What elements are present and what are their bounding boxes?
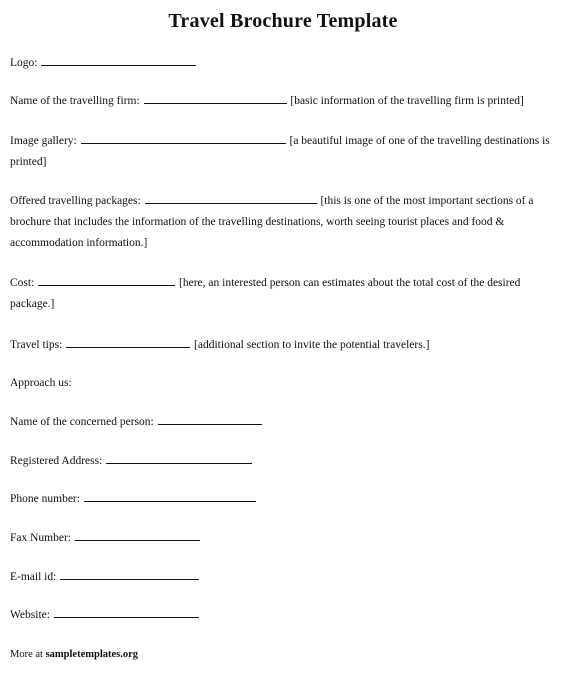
- packages-row: [10, 191, 558, 254]
- email-blank[interactable]: [60, 567, 199, 580]
- concerned-person-blank[interactable]: [158, 412, 262, 425]
- packages-blank[interactable]: [145, 191, 317, 204]
- address-blank[interactable]: [106, 451, 252, 464]
- travel-tips-label: Travel tips:: [10, 339, 63, 351]
- cost-row: [10, 273, 558, 315]
- website-label: Website:: [10, 609, 50, 621]
- cost-label: Cost:: [10, 277, 35, 289]
- phone-label: Phone number:: [10, 493, 80, 505]
- firm-name-row: [10, 91, 558, 112]
- image-gallery-label: Image gallery:: [10, 135, 77, 147]
- logo-row: [10, 53, 558, 74]
- address-row: [10, 451, 558, 472]
- image-gallery-note: [a beautiful image of one of the travelling destinations is printed]: [10, 135, 550, 168]
- email-label: E-mail id:: [10, 571, 57, 583]
- phone-blank[interactable]: [84, 489, 256, 502]
- fax-row: [10, 528, 558, 549]
- fax-label: Fax Number:: [10, 532, 72, 544]
- logo-label: Logo:: [10, 57, 38, 69]
- footer-site-link[interactable]: sampletemplates.org: [45, 649, 139, 660]
- concerned-person-label: Name of the concerned person:: [10, 416, 154, 428]
- address-label: Registered Address:: [10, 455, 103, 467]
- website-row: [10, 605, 558, 626]
- travel-tips-note: [additional section to invite the potential travelers.]: [194, 339, 430, 351]
- footer-prefix: More at: [10, 649, 43, 660]
- packages-note: [this is one of the most important sections of a brochure that includes the information of the travelling destinations, worth seeing tourist places and food & accommodation information.]: [10, 195, 534, 249]
- travel-tips-row: [10, 335, 558, 356]
- approach-row: [10, 373, 558, 394]
- image-gallery-blank[interactable]: [81, 131, 286, 144]
- firm-name-blank[interactable]: [144, 91, 287, 104]
- page-title: Travel Brochure Template: [168, 10, 398, 32]
- fax-blank[interactable]: [75, 528, 200, 541]
- approach-label: Approach us:: [10, 377, 72, 389]
- footer-credit: [10, 648, 138, 662]
- phone-row: [10, 489, 558, 510]
- firm-name-label: Name of the travelling firm:: [10, 95, 140, 107]
- email-row: [10, 567, 558, 588]
- cost-note: [here, an interested person can estimates about the total cost of the desired package.]: [10, 277, 521, 310]
- image-gallery-row: [10, 131, 558, 173]
- concerned-person-row: [10, 412, 558, 433]
- logo-blank[interactable]: [41, 53, 196, 66]
- travel-tips-blank[interactable]: [66, 335, 190, 348]
- website-blank[interactable]: [54, 605, 199, 618]
- firm-name-note: [basic information of the travelling firm is printed]: [290, 95, 524, 107]
- cost-blank[interactable]: [38, 273, 175, 286]
- packages-label: Offered travelling packages:: [10, 195, 141, 207]
